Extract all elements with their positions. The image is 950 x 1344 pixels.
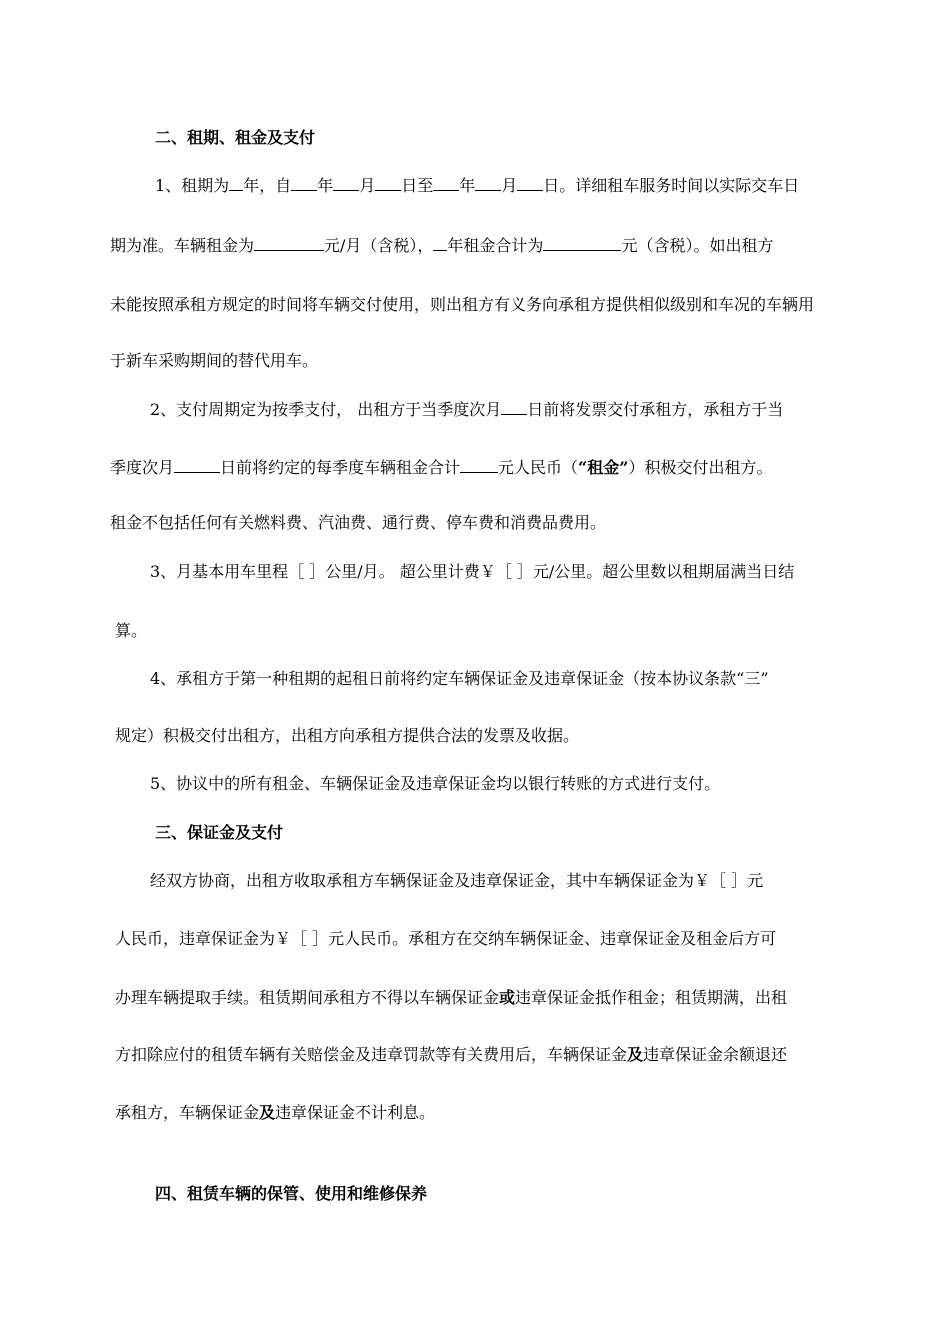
clause-1-line-2 — [110, 234, 773, 257]
text: 元/月（含税）， — [324, 236, 434, 255]
blank-field — [433, 174, 459, 191]
clause-2-line-3: 租金不包括任何有关燃料费、汽油费、通行费、停车费和消费品费用。 — [110, 513, 607, 532]
text: 日前将约定的每季度车辆租金合计 — [220, 458, 461, 477]
blank-field — [433, 234, 447, 251]
text: 承租方，车辆保证金 — [115, 1103, 260, 1122]
text: 违章保证金余额退还 — [643, 1045, 788, 1064]
blank-field — [254, 234, 324, 251]
text: 1、租期为 — [155, 176, 230, 195]
text: 年租金合计为 — [447, 236, 544, 255]
text: 年 — [459, 176, 476, 195]
clause-1-line-1 — [155, 174, 799, 197]
clause-2-line-2 — [110, 456, 772, 479]
text: 元人民币（ — [498, 458, 579, 477]
bold-text: 或 — [499, 988, 516, 1007]
blank-field — [174, 456, 220, 473]
deposit-line-5 — [115, 1102, 435, 1124]
clause-3-line-2: 算。 — [115, 621, 148, 640]
bold-text: 及 — [259, 1103, 276, 1122]
deposit-line-4 — [115, 1044, 787, 1066]
blank-field — [517, 174, 543, 191]
blank-field — [229, 174, 243, 191]
text: 违章保证金不计利息。 — [275, 1103, 436, 1122]
text: 季度次月 — [110, 458, 175, 477]
blank-field — [375, 174, 401, 191]
text: 年，自 — [243, 176, 292, 195]
text: 2、支付周期定为按季支付， 出租方于当季度次月 — [150, 400, 502, 419]
bold-text: 及 — [627, 1045, 644, 1064]
blank-field — [333, 174, 359, 191]
text: 方扣除应付的租赁车辆有关赔偿金及违章罚款等有关费用后，车辆保证金 — [115, 1045, 628, 1064]
clause-1-line-3: 未能按照承租方规定的时间将车辆交付使用，则出租方有义务向承租方提供相似级别和车况的车辆用 — [110, 295, 815, 314]
deposit-line-1: 经双方协商，出租方收取承租方车辆保证金及违章保证金，其中车辆保证金为￥［ ］元 — [150, 871, 764, 890]
text: 月 — [501, 176, 518, 195]
blank-field — [460, 456, 498, 473]
blank-field — [543, 234, 621, 251]
text: 年 — [317, 176, 334, 195]
deposit-line-2: 人民币，违章保证金为￥［ ］元人民币。承租方在交纳车辆保证金、违章保证金及租金后方可 — [115, 929, 777, 948]
text: 期为准。车辆租金为 — [110, 236, 255, 255]
clause-2-line-1 — [150, 398, 783, 421]
text: 月 — [359, 176, 376, 195]
clause-3-line-1: 3、月基本用车里程［ ］公里/月。 超公里计费￥［ ］元/公里。超公里数以租期届满当日结 — [150, 562, 795, 581]
blank-field — [291, 174, 317, 191]
clause-5: 5、协议中的所有租金、车辆保证金及违章保证金均以银行转账的方式进行支付。 — [150, 774, 721, 793]
clause-4-line-2: 规定）积极交付出租方，出租方向承租方提供合法的发票及收据。 — [115, 726, 580, 745]
text: 元（含税）。如出租方 — [621, 236, 774, 255]
blank-field — [475, 174, 501, 191]
clause-4-line-1: 4、承租方于第一种租期的起租日前将约定车辆保证金及违章保证金（按本协议条款“三” — [150, 669, 769, 688]
text: 日至 — [401, 176, 434, 195]
deposit-line-3 — [115, 987, 787, 1009]
text: 办理车辆提取手续。租赁期间承租方不得以车辆保证金 — [115, 988, 500, 1007]
clause-1-line-4: 于新车采购期间的替代用车。 — [110, 351, 319, 370]
section-2-heading: 二、租期、租金及支付 — [155, 128, 316, 147]
text: 违章保证金抵作租金；租赁期满，出租 — [515, 988, 788, 1007]
blank-field — [501, 398, 527, 415]
text: ）积极交付出租方。 — [628, 458, 773, 477]
section-3-heading: 三、保证金及支付 — [155, 823, 284, 842]
text: 日前将发票交付承租方，承租方于当 — [527, 400, 784, 419]
text: 日。详细租车服务时间以实际交车日 — [543, 176, 800, 195]
defined-term-rent: “租金” — [578, 458, 629, 477]
section-4-heading: 四、租赁车辆的保管、使用和维修保养 — [155, 1184, 428, 1203]
